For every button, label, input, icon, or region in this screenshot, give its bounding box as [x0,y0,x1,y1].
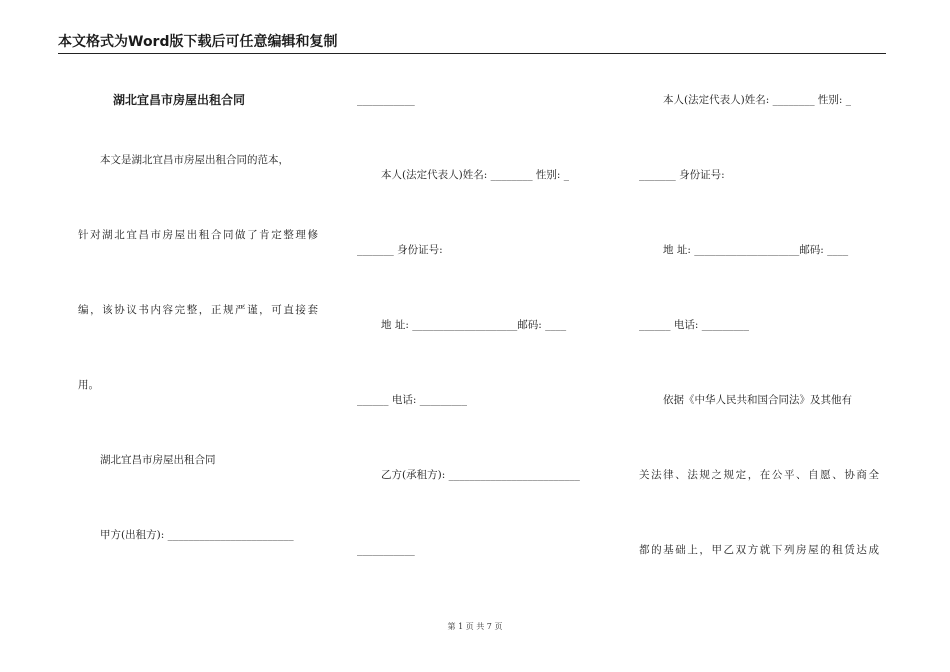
paragraph-line: 编，该协议书内容完整，正规严谨，可直接套 [78,304,318,316]
party-a-field: 甲方(出租方): ________________________ [100,529,294,541]
contract-subtitle: 湖北宜昌市房屋出租合同 [100,454,216,466]
paragraph-line: 都的基础上，甲乙双方就下列房屋的租赁达成 [639,544,879,556]
address-field: 地 址: ____________________邮码: ____ [381,319,567,331]
blank-line: ___________ [357,544,415,556]
document-header: 本文格式为Word版下载后可任意编辑和复制 [58,32,886,54]
paragraph-line: 针对湖北宜昌市房屋出租合同做了肯定整理修 [78,229,318,241]
blank-line: ___________ [357,94,415,106]
paragraph-line: 用。 [78,379,99,391]
paragraph-line: 本文是湖北宜昌市房屋出租合同的范本， [100,154,289,166]
paragraph-line: 关法律、法规之规定，在公平、自愿、协商全 [639,469,879,481]
paragraph-line: 依据《中华人民共和国合同法》及其他有 [663,394,852,406]
document-title: 湖北宜昌市房屋出租合同 [113,93,246,107]
address-field: 地 址: ____________________邮码: ____ [663,244,849,256]
page-number: 第 1 页 共 7 页 [447,622,503,631]
phone-field: ______ 电话: _________ [357,394,467,406]
representative-name-field: 本人(法定代表人)姓名: ________ 性别: _ [381,169,570,181]
id-number-field: _______ 身份证号: [357,244,443,256]
party-b-field: 乙方(承租方): _________________________ [381,469,580,481]
representative-name-field: 本人(法定代表人)姓名: ________ 性别: _ [663,94,852,106]
phone-field: ______ 电话: _________ [639,319,749,331]
id-number-field: _______ 身份证号: [639,169,725,181]
